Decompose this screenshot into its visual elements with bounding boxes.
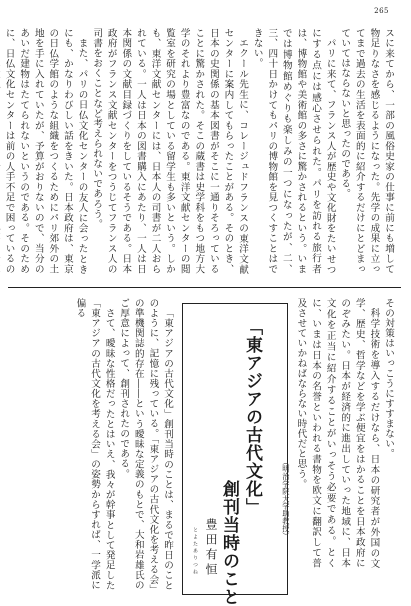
article-title: 「東アジアの古代文化」 bbox=[242, 318, 262, 516]
lower-right-paragraph-2: 科学技術を導入するだけなら、日本の研究者が外国の文学、歴史、哲学などを学ぶ便宜をはかることを日本政府にのぞみたい。日本が経済的に進出していった地域に、日本文化を正当に紹介することがいっそう必要である。とくに、いまは日本の名誉といわれる書物を欧文に翻訳して普及させていかねばならない時代だと思う。 bbox=[295, 298, 380, 568]
column-divider bbox=[8, 287, 401, 288]
article-heading-box bbox=[182, 303, 288, 606]
upper-paragraph-1: スに来てから、一部の風俗史家の仕事に前にも増して物足りなさを感じるようになった。先学の成果に立ってまで過去の生活を表面的に紹介するだけにとどまっていてはならないと思ったのである。 bbox=[339, 28, 394, 274]
author-affiliation: （明治学院大学助教授） bbox=[281, 458, 291, 540]
upper-paragraph-3: エクール先生に、コレージュドフランスの東洋文献センターに案内してもらったことがある。そのとき、日本の史関係の基本図書がそこに一通りそろっていることに驚かされた。そこの蔵書は史学科をもつ地方大学のそれより豊富なのである。東洋文献センターの閲覧室を研究の場としている留学生も多いという。しかも、東洋文献センターには、日本人の司書が二人おられている。一人は日本の図書購入にあたり、一人は日本関係の文献目録づくりをしているそうである。日本政府がフランス文献センターをつうじてフランス人の司書をおくことなど考えられないであろう。 bbox=[91, 28, 249, 274]
article-paragraph-1: 「東アジアの古代文化」創刊当時のことは、まるで昨日のことのように、記憶に残っている。「東アジアの古代文化を考える会」の準機関誌的存在――という曖昧な定義のもとで、大和岩雄氏のご厚意によって、創刊されたのである。 bbox=[118, 298, 173, 590]
upper-paragraph-4: また、パリの日仏文化センターの友人に会ったときにも、かなりわびしい話をきいた。日本政府は、東京の日仏学館のような組織をつくるためにパリ郊外の土地を手に入れていたが、予算がおりないので、当分のあいだ建物はたてられないというのである。そのために、日仏文化センターは前の人手不足で困っているの bbox=[3, 28, 88, 274]
article-body bbox=[10, 298, 174, 590]
lower-right-paragraph-1: その対策はいっこうにすすまない。 bbox=[383, 298, 394, 459]
article-paragraph-2: さて、曖昧な性格だったとはいえ、我々が幹事として発足した「東アジアの古代文化を考える会」の姿勢からすれば、一学派に偏る bbox=[74, 298, 115, 590]
author-name-reading: とよたありつね bbox=[192, 527, 198, 576]
upper-paragraph-2: パリに来て、フランス人が歴史や文化財をたいせつにする点には感心させられた。パリを訪れる旅行者は、博物館や美術館の多さに驚かされるという。いまでは博物館めぐりも楽しみの一つになったが、二、三、四十日かけてもパリの博物館を見つくすことはできない。 bbox=[251, 28, 336, 274]
upper-text-block bbox=[3, 28, 395, 274]
author-name: 豊田有恒 bbox=[204, 518, 218, 578]
page-number: 265 bbox=[374, 7, 389, 15]
previous-article-ending bbox=[281, 298, 395, 568]
article-title-line-2: 創刊当時のこと bbox=[219, 480, 239, 606]
